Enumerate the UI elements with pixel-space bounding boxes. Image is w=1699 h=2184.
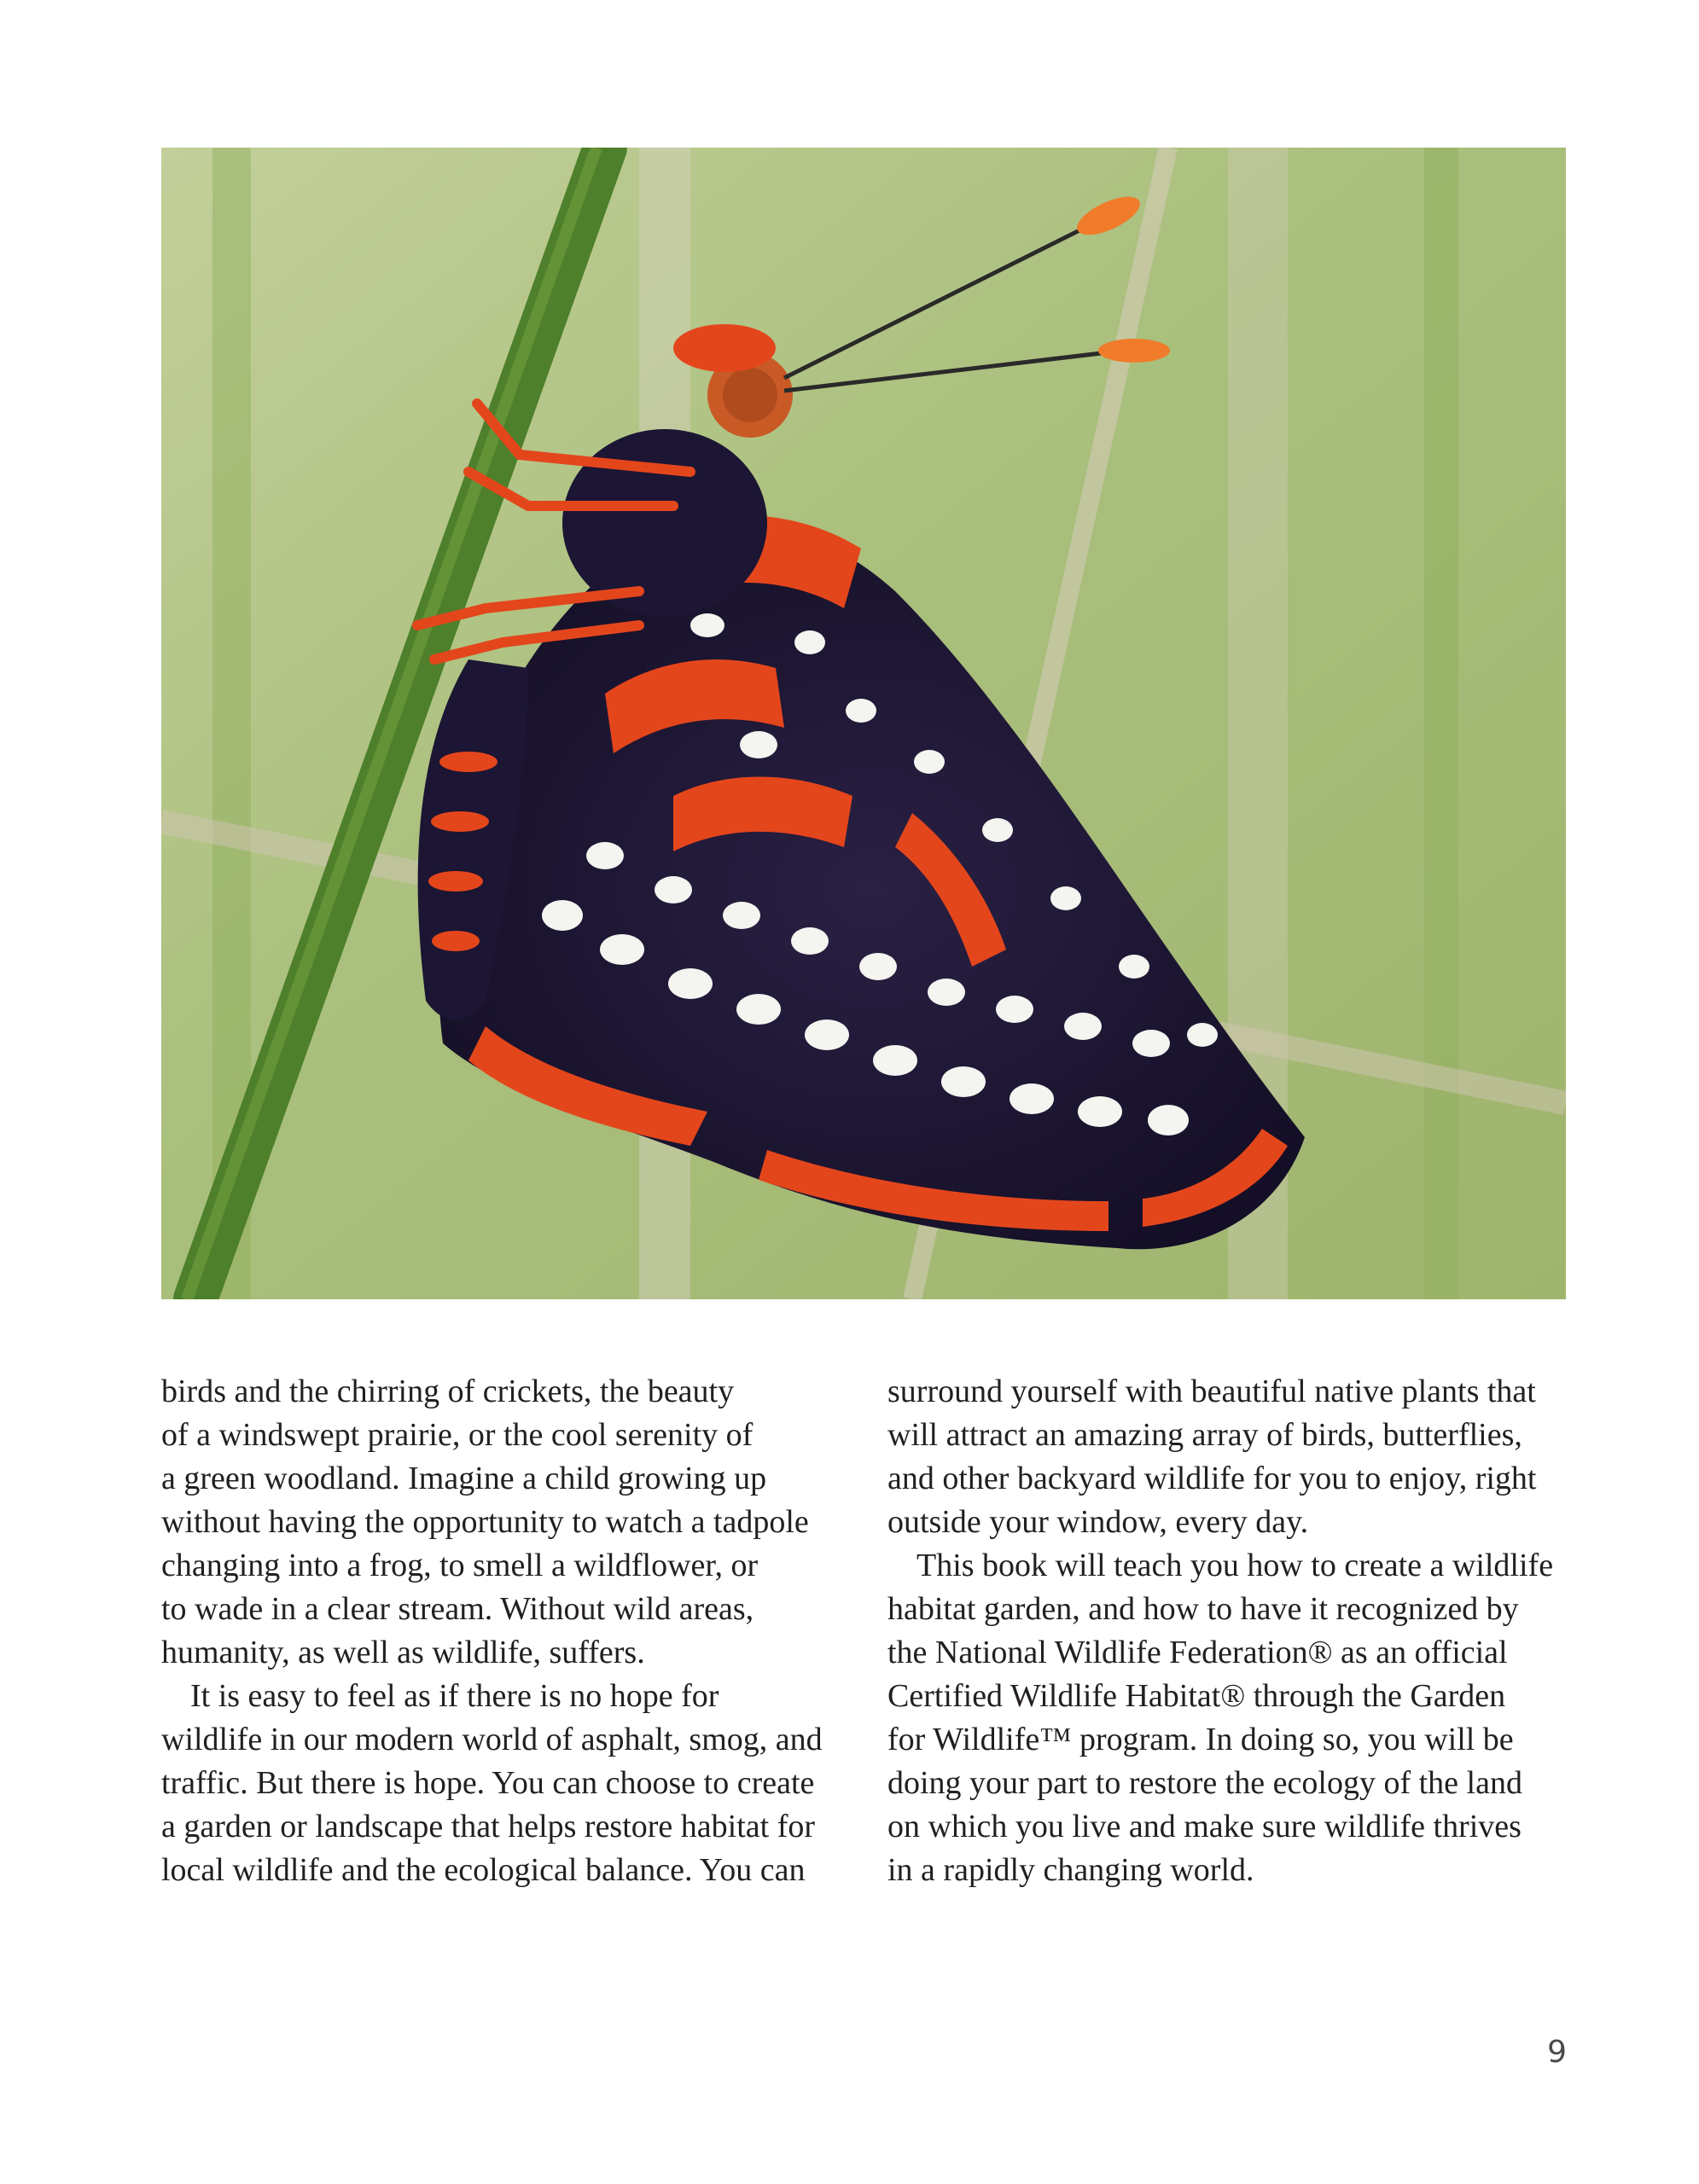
text-line: without having the opportunity to watch a tadpole xyxy=(161,1504,809,1540)
text-line: Certified Wildlife Habitat® through the Garden xyxy=(887,1678,1506,1714)
text-column-left xyxy=(161,1370,852,1892)
text-line: It is easy to feel as if there is no hope for xyxy=(190,1678,719,1714)
text-line: a garden or landscape that helps restore habitat for xyxy=(161,1809,816,1844)
text-line: a green woodland. Imagine a child growing up xyxy=(161,1461,767,1496)
text-line: of a windswept prairie, or the cool serenity of xyxy=(161,1417,753,1453)
text-line: This book will teach you how to create a wildlife xyxy=(916,1548,1554,1583)
text-line: the National Wildlife Federation® as an official xyxy=(887,1635,1508,1670)
text-line: birds and the chirring of crickets, the beauty xyxy=(161,1374,735,1409)
text-line: changing into a frog, to smell a wildflower, or xyxy=(161,1548,759,1583)
text-line: humanity, as well as wildlife, suffers. xyxy=(161,1635,645,1670)
text-line: on which you live and make sure wildlife thrives xyxy=(887,1809,1522,1844)
text-line: wildlife in our modern world of asphalt, smog, and xyxy=(161,1722,823,1757)
text-line: local wildlife and the ecological balance. You can xyxy=(161,1852,806,1888)
text-line: for Wildlife™ program. In doing so, you will be xyxy=(887,1722,1514,1757)
butterfly-photo xyxy=(161,148,1566,1299)
text-line: to wade in a clear stream. Without wild areas, xyxy=(161,1591,754,1627)
text-line: traffic. But there is hope. You can choose to create xyxy=(161,1765,815,1801)
text-line: in a rapidly changing world. xyxy=(887,1852,1254,1888)
text-line: habitat garden, and how to have it recognized by xyxy=(887,1591,1519,1627)
text-line: surround yourself with beautiful native plants that xyxy=(887,1374,1536,1409)
text-line: will attract an amazing array of birds, butterflies, xyxy=(887,1417,1522,1453)
text-line: doing your part to restore the ecology of the land xyxy=(887,1765,1522,1801)
butterfly-image xyxy=(161,148,1566,1299)
text-column-right xyxy=(887,1370,1579,1892)
text-line: and other backyard wildlife for you to enjoy, right xyxy=(887,1461,1537,1496)
text-line: outside your window, every day. xyxy=(887,1504,1309,1540)
page-number: 9 xyxy=(1547,2035,1567,2070)
